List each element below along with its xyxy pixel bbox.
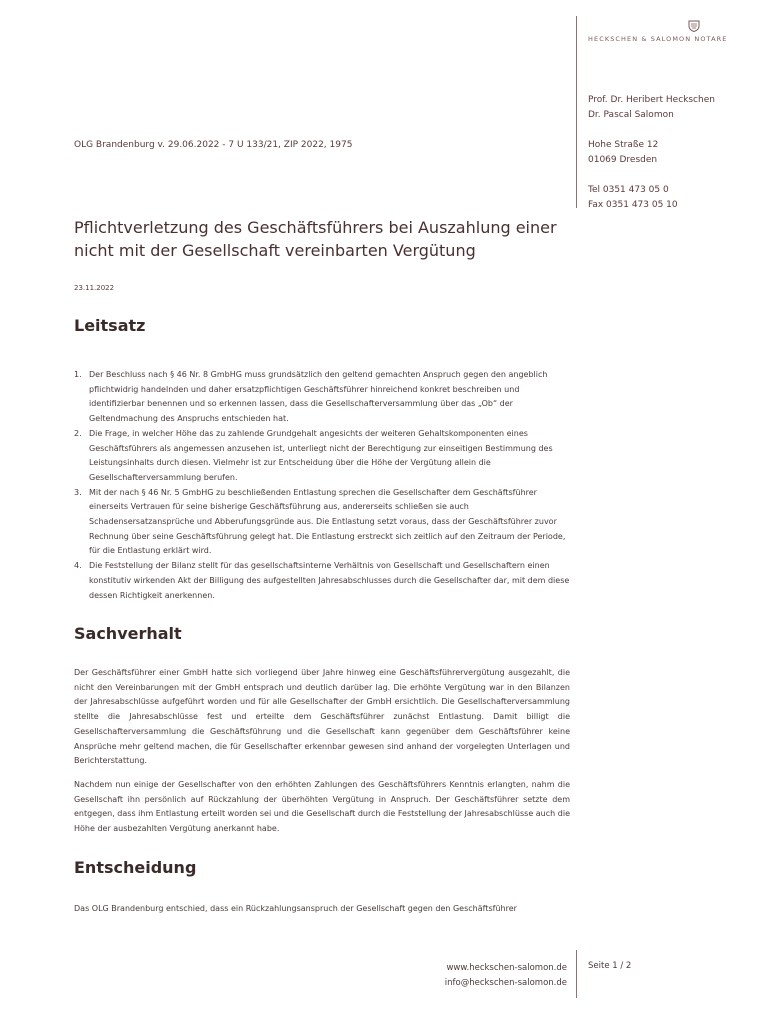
list-item [74, 368, 570, 427]
notary-name-2: Dr. Pascal Salomon [588, 110, 674, 120]
page-number: Seite 1 / 2 [588, 961, 632, 971]
case-citation: OLG Brandenburg v. 29.06.2022 - 7 U 133/21, ZIP 2022, 1975 [74, 140, 353, 150]
logo [588, 20, 728, 46]
sachverhalt-paragraph-2: Nachdem nun einige der Gesellschafter von den erhöhten Zahlungen des Geschäftsführers Kenntnis erlangten, nahm die Gesellschaft ihn persönlich auf Rückzahlung der überhöhten Vergütung in Anspruch. Der Geschäftsführer setzte dem entgegen, dass ihm Entlastung erteilt worden sei und die Gesellschaft durch die Feststellung der Jahresabschlüsse auch die Höhe der ausbezahlten Vergütung anerkannt habe. [74, 780, 570, 834]
sachverhalt-paragraph-1: Der Geschäftsführer einer GmbH hatte sich vorliegend über Jahre hinweg eine Geschäftsführervergütung ausgezahlt, die nicht den Vereinbarungen mit der GmbH entsprach und deutlich darüber lag. Die erhöhte Vergütung war in den Bilanzen der Jahresabschlüsse aufgeführt worden und für alle Gesellschafter der GmbH ersichtlich. Die Gesellschafterversammlung stellte die Jahresabschlüsse fest und erteilte dem Geschäftsführer zunächst Entlastung. Damit billigt die Gesellschafterversammlung die Geschäftsführung und die Gesellschaft kann gegenüber dem Geschäftsführer keine Ansprüche mehr geltend machen, die für Gesellschafter erkennbar gewesen sind anhand der vorgelegten Unterlagen und Berichterstattung. [74, 668, 570, 766]
entscheidung-paragraph-1: Das OLG Brandenburg entschied, dass ein Rückzahlungsanspruch der Gesellschaft gegen den Geschäftsführer [74, 904, 517, 913]
list-number: 1. [74, 370, 82, 379]
document-title: Pflichtverletzung des Geschäftsführers bei Auszahlung einer nicht mit der Gesellschaft vereinbarten Vergütung [74, 218, 557, 260]
list-text: Der Beschluss nach § 46 Nr. 8 GmbHG muss grundsätzlich den geltend gemachten Anspruch gegen den angeblich pflichtwidrig handelnden und daher ersatzpflichtigen Geschäftsführer hinreichend konkret beschreiben und identifizierbar benennen und so erkennen lassen, dass die Gesellschafterversammlung über das „Ob“ der Geltendmachung des Anspruchs entschieden hat. [89, 370, 548, 424]
website-link[interactable]: www.heckschen-salomon.de [446, 963, 567, 973]
fax-number: Fax 0351 473 05 10 [588, 200, 678, 210]
leitsatz-list [74, 368, 570, 603]
section-heading-sachverhalt: Sachverhalt [74, 624, 182, 643]
header-divider [576, 16, 577, 208]
list-number: 3. [74, 487, 82, 497]
list-number: 4. [74, 561, 82, 571]
list-text: Die Frage, in welcher Höhe das zu zahlende Grundgehalt angesichts der weiteren Gehaltskomponenten eines Geschäftsführers als angemessen anzusehen ist, unterliegt nicht der Berechtigung zur einseitigen Bestimmung des Leistungsinhalts durch diesen. Vielmehr ist zur Entscheidung über die Höhe der Vergütung allein die Gesellschafterversammlung berufen. [89, 428, 553, 482]
list-item [74, 427, 570, 486]
phone-number: Tel 0351 473 05 0 [588, 185, 669, 195]
list-text: Mit der nach § 46 Nr. 5 GmbHG zu beschließenden Entlastung sprechen die Gesellschafter dem Geschäftsführer einerseits Vertrauen für seine bisherige Geschäftsführung aus, andererseits schließen sie auch Schadensersatzansprüche und Abberufungsgründe aus. Die Entlastung setzt voraus, dass der Geschäftsführer zuvor Rechnung über seine Geschäftsführung gelegt hat. Die Entlastung erstreckt sich zeitlich auf den Zeitraum der Periode, für die Entlastung erklärt wird. [89, 487, 566, 556]
document-date: 23.11.2022 [74, 284, 115, 292]
section-heading-leitsatz: Leitsatz [74, 316, 146, 335]
list-text: Die Feststellung der Bilanz stellt für das gesellschaftsinterne Verhältnis von Gesellschaft und Gesellschaftern einen konstitutiv wirkenden Akt der Billigung des aufgestellten Jahresabschlusses durch die Gesellschafter dar, mit dem diese dessen Richtigkeit anerkennen. [89, 561, 570, 600]
address-street: Hohe Straße 12 [588, 140, 659, 150]
footer-contact [445, 961, 567, 991]
notary-name-1: Prof. Dr. Heribert Heckschen [588, 95, 715, 105]
address-city: 01069 Dresden [588, 155, 658, 165]
list-item [74, 486, 570, 560]
logo-text: HECKSCHEN & SALOMON NOTARE [588, 35, 728, 43]
contact-block [588, 93, 715, 213]
list-item [74, 559, 570, 603]
crest-icon [688, 20, 700, 32]
section-heading-entscheidung: Entscheidung [74, 858, 197, 877]
email-link[interactable]: info@heckschen-salomon.de [444, 978, 567, 988]
footer-divider [576, 950, 577, 998]
list-number: 2. [74, 428, 82, 438]
